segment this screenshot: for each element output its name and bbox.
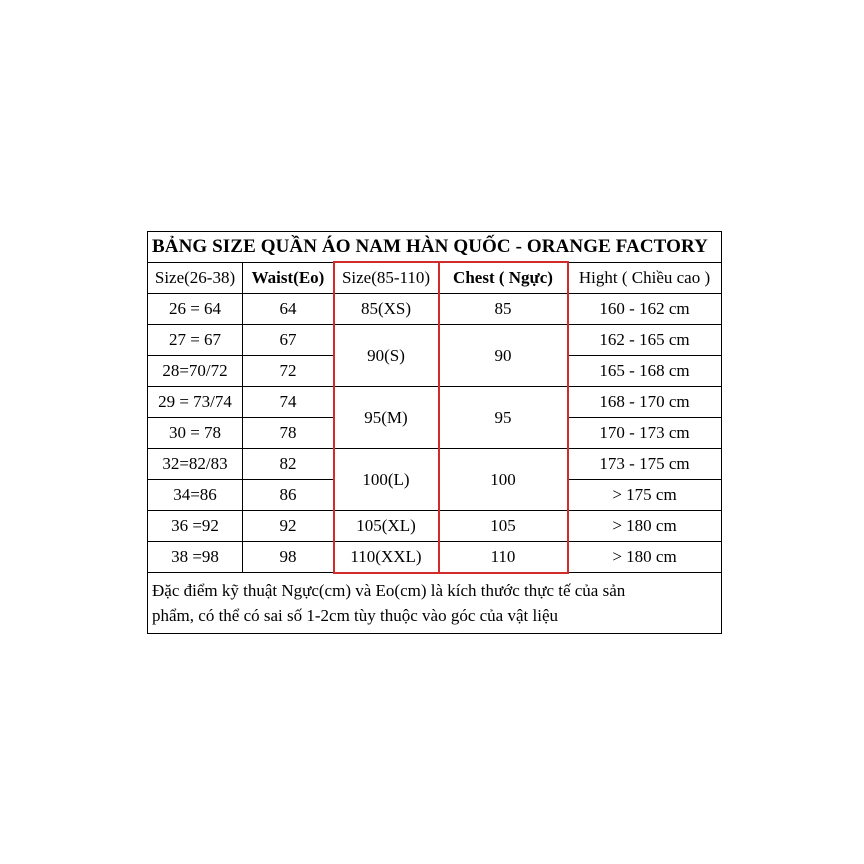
table-cell-height: > 180 cm	[567, 541, 722, 573]
table-cell-pants-size: 30 = 78	[147, 417, 243, 449]
table-cell-chest: 100	[438, 448, 568, 511]
table-cell-height: 165 - 168 cm	[567, 355, 722, 387]
table-cell-waist: 74	[242, 386, 334, 418]
table-cell-shirt-size: 105(XL)	[333, 510, 439, 542]
header-shirt-size: Size(85-110)	[333, 262, 439, 294]
note-line-2: phẩm, có thể có sai số 1-2cm tùy thuộc vào góc của vật liệu	[152, 606, 558, 625]
table-cell-chest: 105	[438, 510, 568, 542]
header-waist: Waist(Eo)	[242, 262, 334, 294]
table-cell-height: 170 - 173 cm	[567, 417, 722, 449]
table-cell-pants-size: 26 = 64	[147, 293, 243, 325]
table-cell-chest: 85	[438, 293, 568, 325]
table-note	[147, 572, 722, 634]
table-cell-chest: 110	[438, 541, 568, 573]
header-chest: Chest ( Ngực)	[438, 262, 568, 294]
table-cell-shirt-size: 100(L)	[333, 448, 439, 511]
table-cell-pants-size: 28=70/72	[147, 355, 243, 387]
table-cell-pants-size: 34=86	[147, 479, 243, 511]
table-cell-shirt-size: 90(S)	[333, 324, 439, 387]
table-title: BẢNG SIZE QUẦN ÁO NAM HÀN QUỐC - ORANGE FACTORY	[147, 231, 722, 263]
table-cell-pants-size: 27 = 67	[147, 324, 243, 356]
table-cell-pants-size: 38 =98	[147, 541, 243, 573]
table-cell-shirt-size: 110(XXL)	[333, 541, 439, 573]
table-cell-waist: 98	[242, 541, 334, 573]
table-cell-waist: 67	[242, 324, 334, 356]
table-cell-waist: 82	[242, 448, 334, 480]
table-cell-height: 173 - 175 cm	[567, 448, 722, 480]
table-cell-height: > 175 cm	[567, 479, 722, 511]
table-cell-waist: 86	[242, 479, 334, 511]
table-cell-height: 162 - 165 cm	[567, 324, 722, 356]
table-cell-height: 168 - 170 cm	[567, 386, 722, 418]
table-cell-waist: 78	[242, 417, 334, 449]
note-line-1: Đặc điểm kỹ thuật Ngực(cm) và Eo(cm) là kích thước thực tế của sản	[152, 581, 626, 600]
table-cell-chest: 90	[438, 324, 568, 387]
table-cell-height: > 180 cm	[567, 510, 722, 542]
table-cell-shirt-size: 85(XS)	[333, 293, 439, 325]
table-cell-chest: 95	[438, 386, 568, 449]
table-cell-pants-size: 32=82/83	[147, 448, 243, 480]
header-height: Hight ( Chiều cao )	[567, 262, 722, 294]
table-cell-waist: 64	[242, 293, 334, 325]
table-cell-height: 160 - 162 cm	[567, 293, 722, 325]
table-cell-waist: 92	[242, 510, 334, 542]
table-cell-shirt-size: 95(M)	[333, 386, 439, 449]
table-cell-pants-size: 36 =92	[147, 510, 243, 542]
header-pants-size: Size(26-38)	[147, 262, 243, 294]
table-cell-pants-size: 29 = 73/74	[147, 386, 243, 418]
table-cell-waist: 72	[242, 355, 334, 387]
